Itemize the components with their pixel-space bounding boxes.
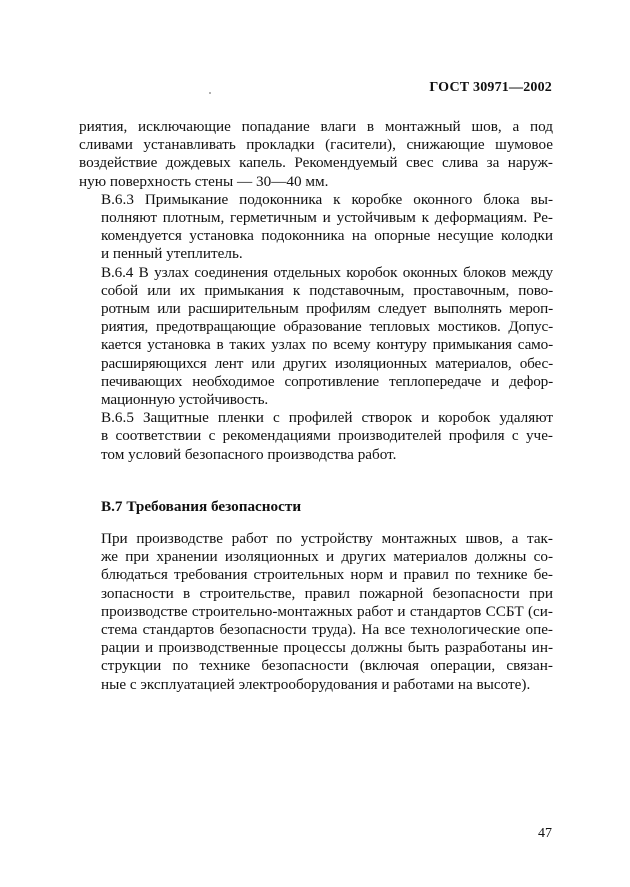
text-line: стема стандартов безопасности труда). На все технологические опе- [101,621,553,639]
text-line: риятия, исключающие попадание влаги в монтажный шов, а под [79,118,553,135]
text-line: том условий безопасного производства работ. [101,445,397,463]
scan-speck [209,92,211,94]
text-line: воздействие дождевых капель. Рекомендуемый свес слива за наруж- [79,154,553,172]
text-line: зопасности в строительстве, правил пожарной безопасности при [101,584,553,602]
text-line: ротным или расширительным профилям следует выполнять мероп- [101,300,553,318]
text-line: В.6.3 Примыкание подоконника к коробке оконного блока вы- [101,190,553,208]
text-line: ную поверхность стены — 30—40 мм. [79,172,329,190]
text-line: и пенный утеплитель. [101,245,243,263]
text-line: ные с эксплуатацией электрооборудования и работами на высоте). [101,675,531,693]
text-line: В.6.4 В узлах соединения отдельных коробок оконных блоков между [101,263,553,281]
section-heading-b-7: В.7 Требования безопасности [101,497,302,515]
text-line: блюдаться требования строительных норм и правил по технике бе- [101,566,553,584]
paragraph-continuation [79,118,553,191]
document-body [79,118,553,694]
text-line: комендуется установка подоконника на опорные несущие колодки [101,227,553,245]
text-line: риятия, предотвращающие образование тепловых мостиков. Допус- [101,318,553,336]
text-line: в соответствии с рекомендациями производителей профиля с уче- [101,427,553,445]
text-line: собой или их примыкания к подставочным, проставочным, пово- [101,281,553,299]
paragraph-safety-requirements [79,530,553,694]
text-line: струкции по технике безопасности (включая операции, связан- [101,657,553,675]
document-standard-number: ГОСТ 30971—2002 [429,80,552,95]
text-line: же при хранении изоляционных и других материалов должны со- [101,548,553,566]
text-line: кается установка в таких узлах по всему контуру примыкания само- [101,336,553,354]
text-line: расширяющихся лент или других изоляционных материалов, обес- [101,354,553,372]
paragraph-b-6-5 [79,409,553,464]
paragraph-b-6-3 [79,191,553,264]
text-line: При производстве работ по устройству монтажных швов, а так- [101,530,553,548]
text-line: сливами устанавливать прокладки (гасители), снижающие шумовое [79,136,553,154]
text-line: печивающих необходимое сопротивление теплопередаче и дефор- [101,372,553,390]
page-number: 47 [538,826,552,841]
text-line: полняют плотным, герметичным и устойчивым к деформациям. Ре- [101,209,553,227]
text-line: производстве строительно-монтажных работ и стандартов ССБТ (си- [101,602,553,620]
text-line: В.6.5 Защитные пленки с профилей створок и коробок удаляют [101,409,553,427]
paragraph-b-6-4 [79,264,553,410]
text-line: мационную устойчивость. [101,391,269,409]
text-line: рации и производственные процессы должны быть разработаны ин- [101,639,553,657]
